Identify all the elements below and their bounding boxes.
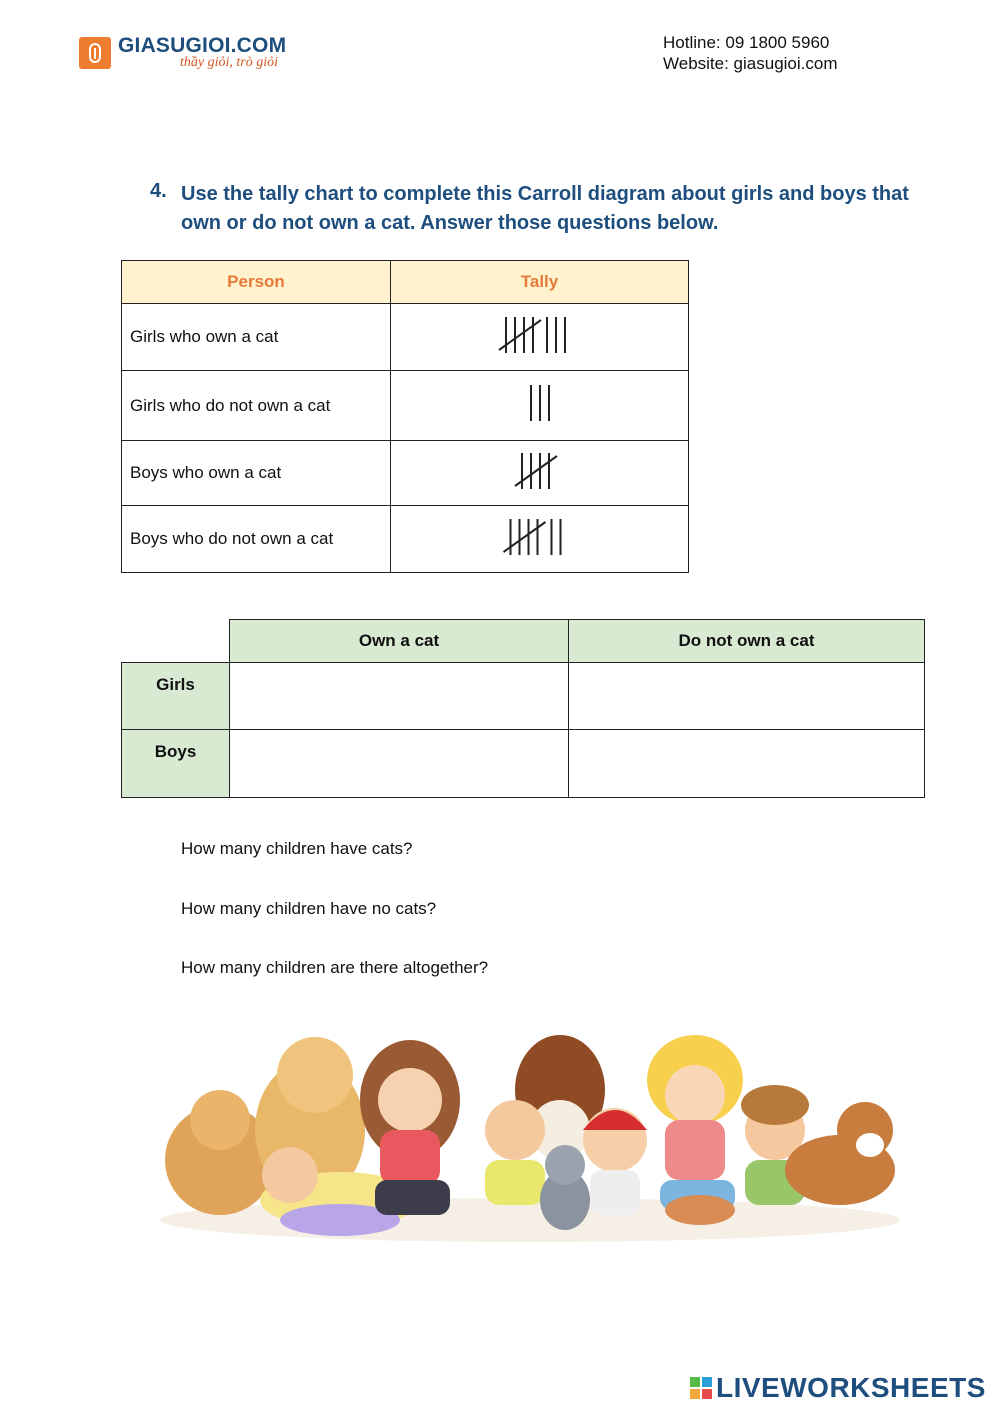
website: Website: giasugioi.com: [663, 54, 838, 73]
row-girls: Girls: [122, 663, 230, 730]
question-altogether: How many children are there altogether?: [181, 958, 489, 977]
answer-girls-own-cat[interactable]: [230, 663, 569, 730]
row-label: Boys who do not own a cat: [122, 506, 391, 573]
col-no-cat: Do not own a cat: [569, 620, 925, 663]
header-person: Person: [122, 261, 391, 304]
hotline: Hotline: 09 1800 5960: [663, 33, 830, 52]
logo-icon: [79, 37, 111, 69]
question-cats: How many children have cats?: [181, 839, 413, 858]
liveworksheets-brand: LIVEWORKSHEETS: [716, 1372, 986, 1403]
tally-marks: [391, 506, 689, 573]
answer-boys-no-cat[interactable]: [569, 730, 925, 798]
logo-text: GIASUGIOI.COM: [118, 34, 287, 57]
tally-marks: [391, 441, 689, 506]
row-label: Boys who own a cat: [122, 441, 391, 506]
liveworksheets-logo-icon: [690, 1377, 712, 1399]
answer-girls-no-cat[interactable]: [569, 663, 925, 730]
tally-marks: [391, 304, 689, 371]
tally-marks: [391, 371, 689, 441]
header-tally: Tally: [391, 261, 689, 304]
answer-boys-own-cat[interactable]: [230, 730, 569, 798]
question-text: Use the tally chart to complete this Carroll diagram about girls and boys that own or do not own a cat. Answer those questions below.: [181, 183, 909, 234]
children-pets-illustration: [140, 1020, 920, 1250]
row-label: Girls who do not own a cat: [122, 371, 391, 441]
blank-corner: [122, 620, 230, 663]
carroll-diagram: [121, 619, 925, 798]
logo-slogan: thầy giỏi, trò giỏi: [180, 55, 278, 70]
row-label: Girls who own a cat: [122, 304, 391, 371]
tally-table: [121, 260, 689, 573]
contact-info: [663, 32, 838, 74]
col-own-cat: Own a cat: [230, 620, 569, 663]
question-number: 4.: [150, 180, 167, 202]
question-no-cats: How many children have no cats?: [181, 899, 437, 918]
row-boys: Boys: [122, 730, 230, 798]
